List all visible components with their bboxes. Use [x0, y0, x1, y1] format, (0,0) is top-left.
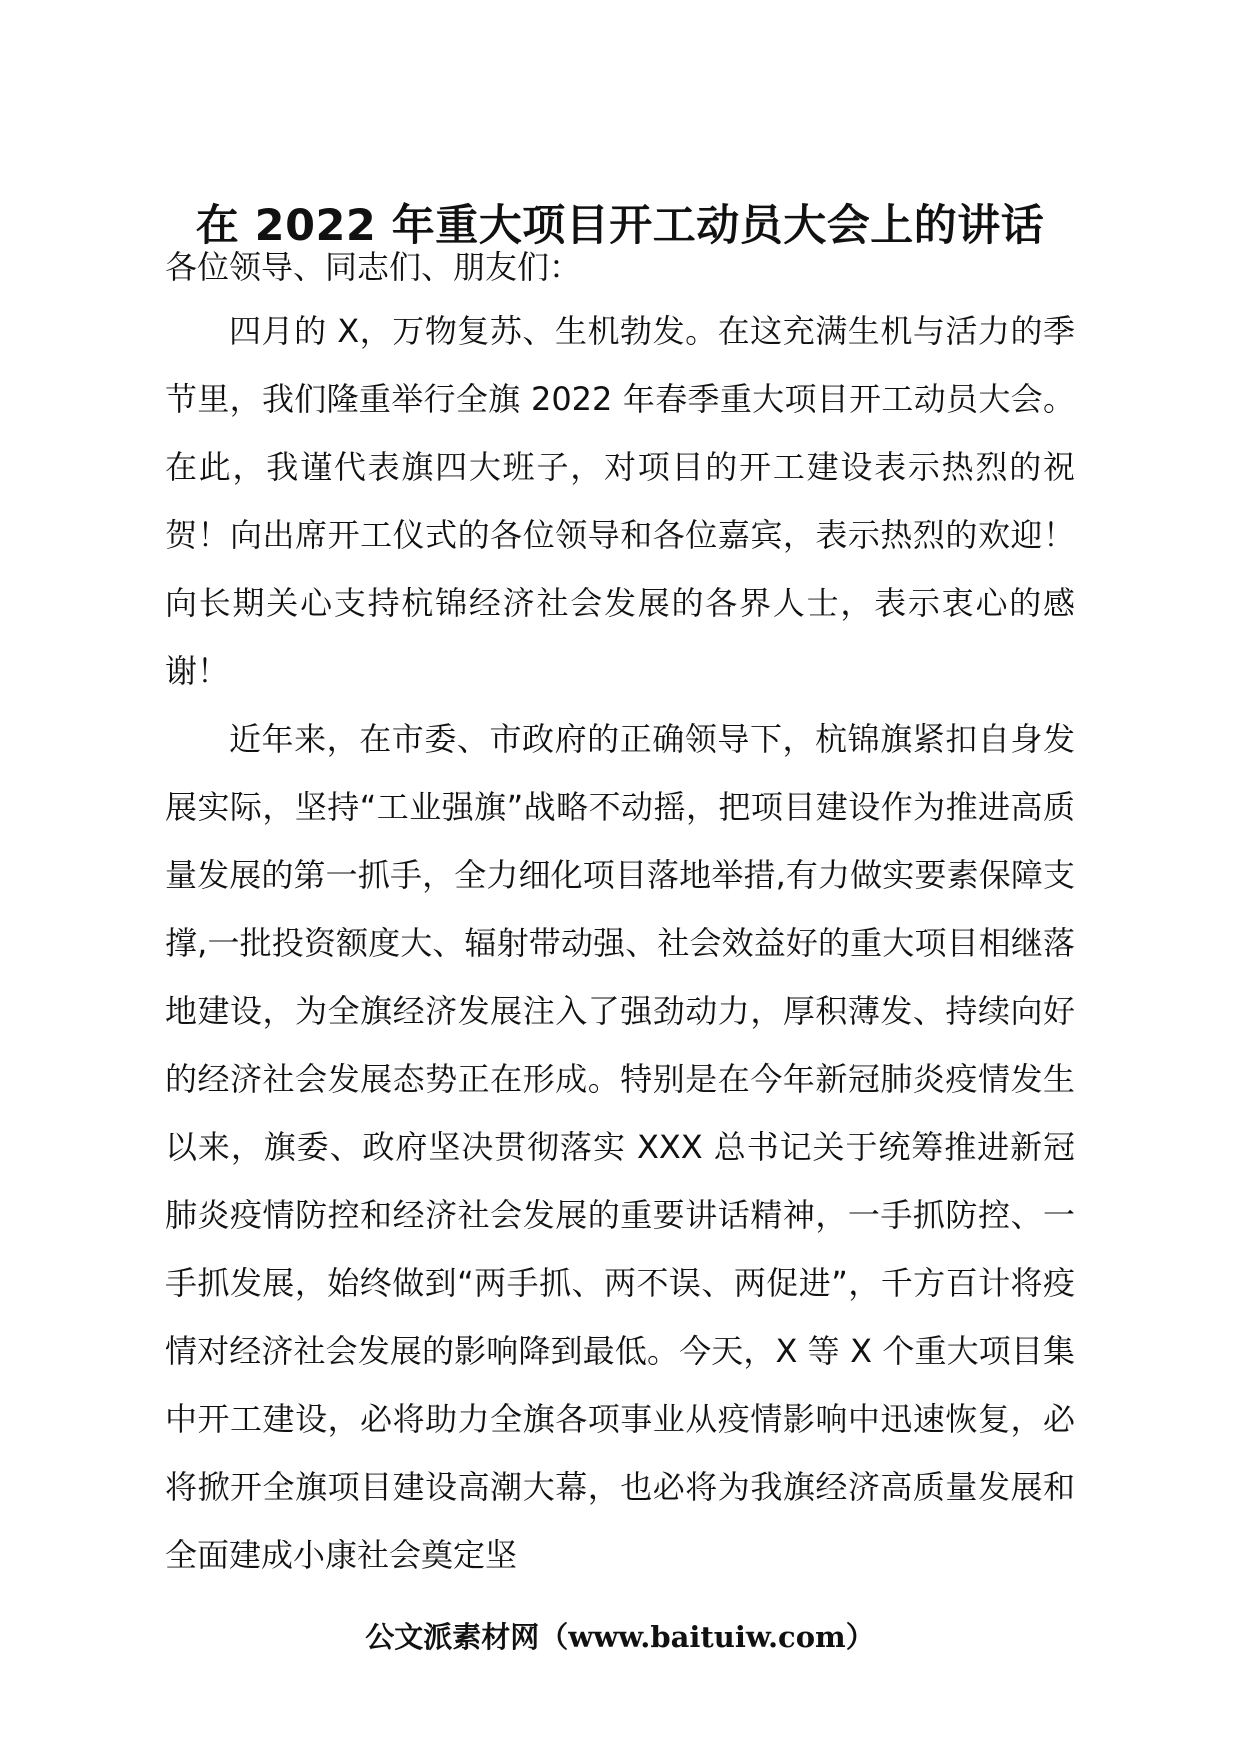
salutation: 各位领导、同志们、朋友们：: [165, 248, 582, 286]
footer-watermark: 公文派素材网（www.baituiw.com）: [365, 1620, 875, 1654]
document-body: [165, 240, 1075, 1589]
paragraph-2: 近年来，在市委、市政府的正确领导下，杭锦旗紧扣自身发展实际，坚持“工业强旗”战略不动摇，把项目建设作为推进高质量发展的第一抓手，全力细化项目落地举措,有力做实要素保障支撑,一批投资额度大、辐射带动强、社会效益好的重大项目相继落地建设，为全旗经济发展注入了强劲动力，厚积薄发、持续向好的经济社会发展态势正在形成。特别是在今年新冠肺炎疫情发生以来，旗委、政府坚决贯彻落实 XXX 总书记关于统筹推进新冠肺炎疫情防控和经济社会发展的重要讲话精神，一手抓防控、一手抓发展，始终做到“两手抓、两不误、两促进”，千方百计将疫情对经济社会发展的影响降到最低。今天，X 等 X 个重大项目集中开工建设，必将助力全旗各项事业从疫情影响中迅速恢复，必将掀开全旗项目建设高潮大幕，也必将为我旗经济高质量发展和全面建成小康社会奠定坚: [165, 720, 1075, 1574]
document-title: 在 2022 年重大项目开工动员大会上的讲话: [195, 201, 1045, 251]
paragraph-1: 四月的 X，万物复苏、生机勃发。在这充满生机与活力的季节里，我们隆重举行全旗 2022 年春季重大项目开工动员大会。在此，我谨代表旗四大班子，对项目的开工建设表示热烈的祝贺！向出席开工仪式的各位领导和各位嘉宾，表示热烈的欢迎！向长期关心支持杭锦经济社会发展的各界人士，表示衷心的感谢！: [165, 312, 1075, 690]
